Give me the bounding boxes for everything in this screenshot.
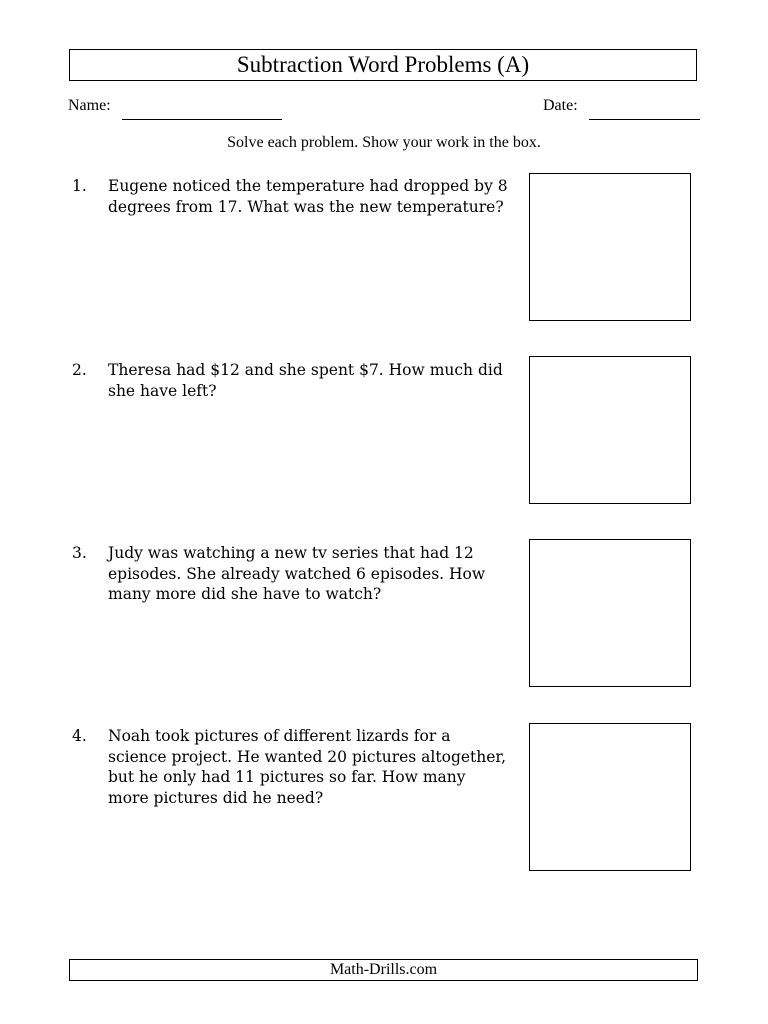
worksheet-title	[69, 49, 697, 81]
work-box-1	[529, 173, 691, 321]
problem-text: Eugene noticed the temperature had dropped by 8 degrees from 17. What was the new temperature?	[108, 177, 508, 216]
footer-text: Math-Drills.com	[329, 961, 438, 978]
problem-number: 1.	[72, 177, 87, 195]
problem-number: 4.	[72, 727, 87, 745]
date-label: Date:	[543, 97, 578, 114]
footer	[69, 959, 698, 981]
problem-number: 2.	[72, 361, 87, 379]
date-line	[589, 119, 700, 120]
worksheet-title-text: Subtraction Word Problems (A)	[236, 52, 530, 77]
problem-text: Noah took pictures of different lizards for a science project. He wanted 20 pictures altogether, but he only had 11 pictures so far. How many more pictures did he need?	[108, 727, 507, 807]
name-line	[122, 119, 282, 120]
work-box-4	[529, 723, 691, 871]
instructions: Solve each problem. Show your work in the box.	[227, 134, 541, 151]
problem-text: Theresa had $12 and she spent $7. How much did she have left?	[108, 361, 503, 400]
problem-text: Judy was watching a new tv series that had 12 episodes. She already watched 6 episodes. How many more did she have to watch?	[108, 544, 486, 603]
work-box-2	[529, 356, 691, 504]
problem-number: 3.	[72, 544, 87, 562]
name-label: Name:	[68, 97, 111, 114]
work-box-3	[529, 539, 691, 687]
